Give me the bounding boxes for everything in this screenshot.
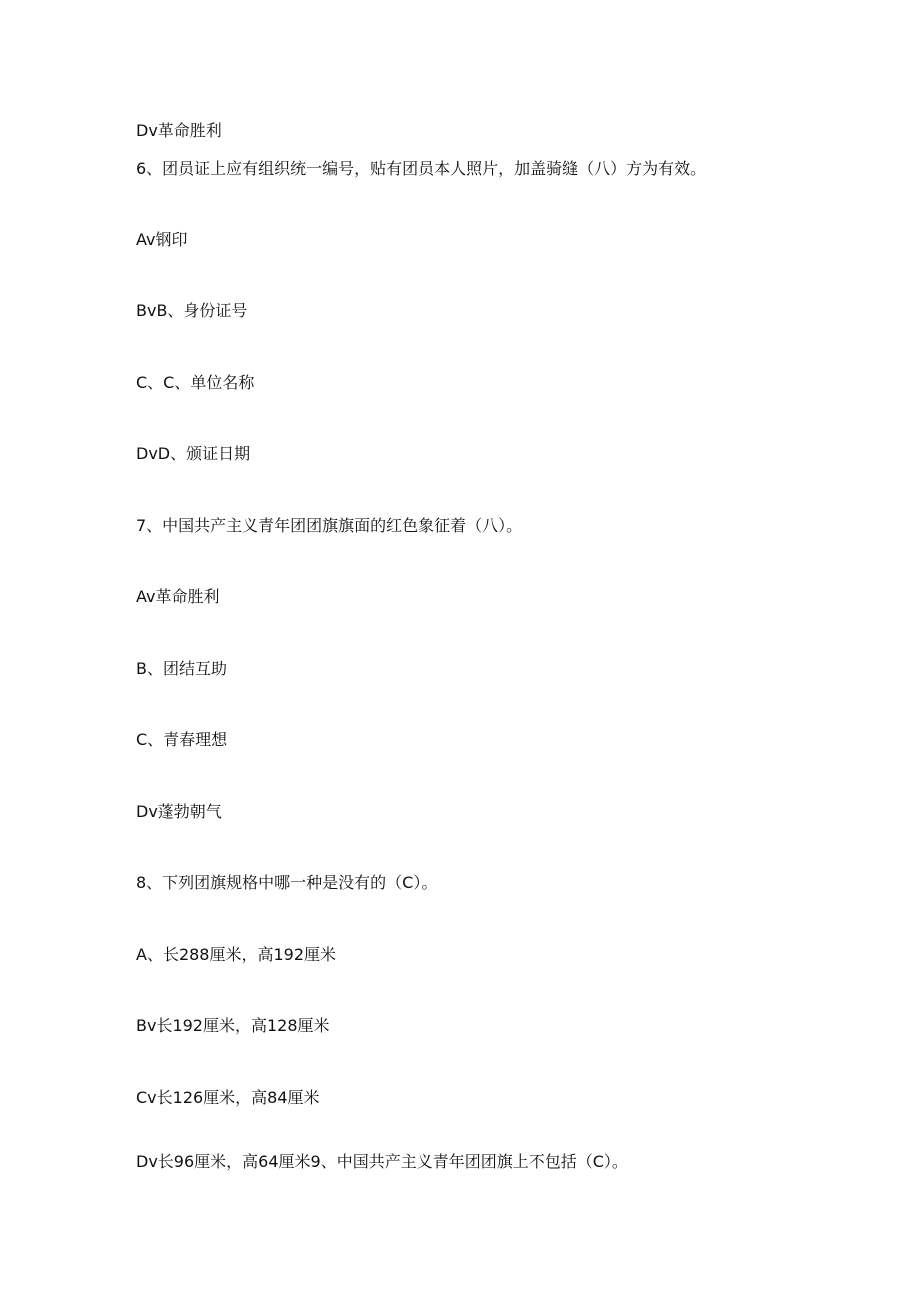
- q6-option-a: Av钢印: [136, 230, 188, 249]
- question-7: 7、中国共产主义青年团团旗旗面的红色象征着（八）。: [136, 516, 523, 535]
- q7-option-c: C、青春理想: [136, 730, 228, 749]
- q6-option-c: C、C、单位名称: [136, 373, 255, 392]
- q8-option-d-and-question-9: Dv长96厘米，高64厘米9、中国共产主义青年团团旗上不包括（C）。: [136, 1152, 628, 1171]
- q7-option-a: Av革命胜利: [136, 587, 220, 606]
- q8-option-b: Bv长192厘米，高128厘米: [136, 1016, 330, 1035]
- q6-option-b: BvB、身份证号: [136, 301, 248, 320]
- question-8: 8、下列团旗规格中哪一种是没有的（C）。: [136, 873, 438, 892]
- q7-option-b: B、团结互助: [136, 659, 227, 678]
- q6-option-d: DvD、颁证日期: [136, 444, 251, 463]
- option-d-line: Dv革命胜利: [136, 121, 222, 140]
- question-6: 6、团员证上应有组织统一编号，贴有团员本人照片，加盖骑缝（八）方为有效。: [136, 159, 707, 178]
- q8-option-c: Cv长126厘米，高84厘米: [136, 1088, 320, 1107]
- q7-option-d: Dv蓬勃朝气: [136, 802, 222, 821]
- q8-option-a: A、长288厘米，高192厘米: [136, 945, 337, 964]
